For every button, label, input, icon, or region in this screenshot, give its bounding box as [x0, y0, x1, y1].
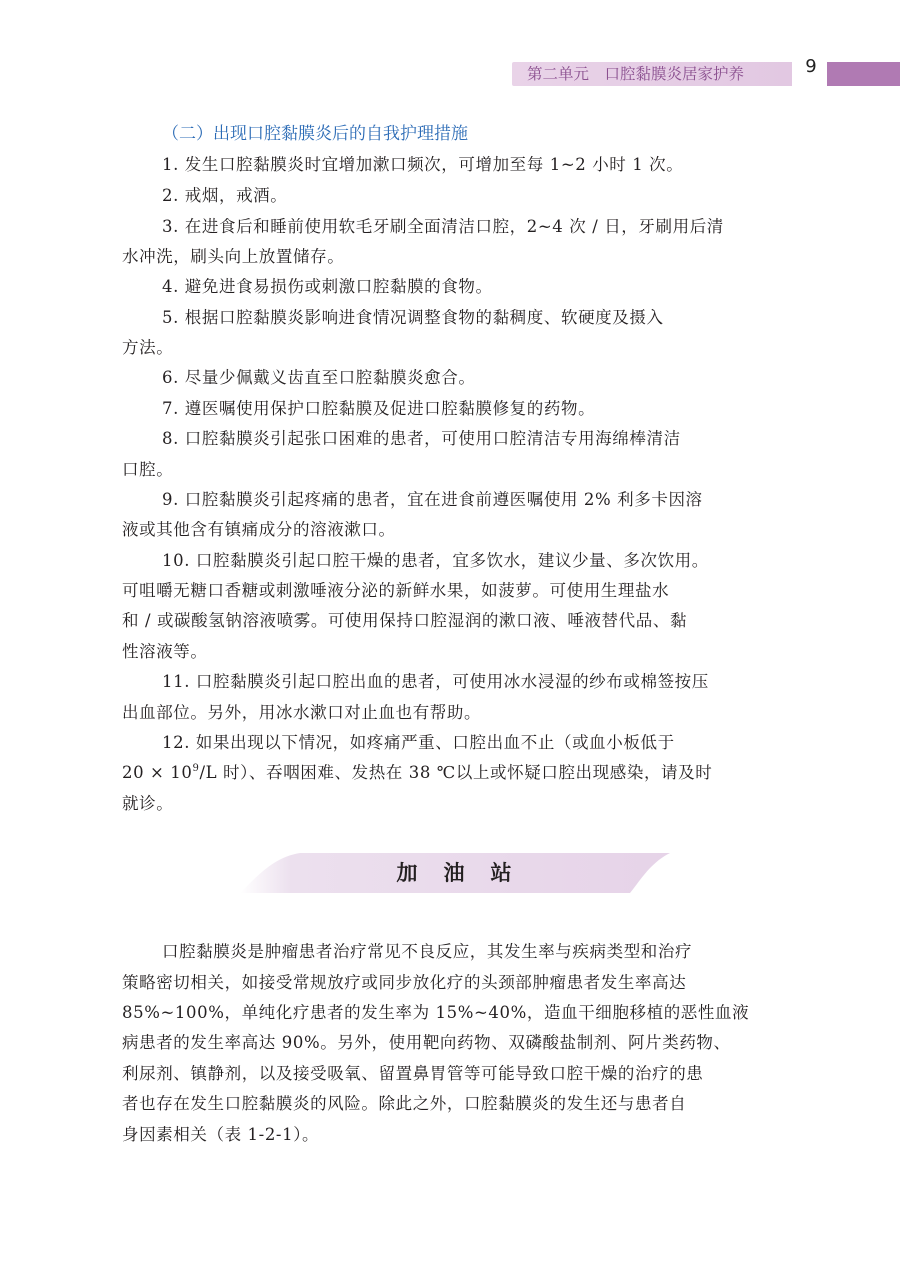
fuel-line: 策略密切相关，如接受常规放疗或同步放化疗的头颈部肿瘤患者发生率高达: [122, 973, 687, 992]
fuel-line: 85%~100%，单纯化疗患者的发生率为 15%~40%，造血干细胞移植的恶性血液: [122, 1003, 750, 1022]
fuel-line: 者也存在发生口腔黏膜炎的风险。除此之外，口腔黏膜炎的发生还与患者自: [122, 1094, 687, 1113]
body-line: 口腔。: [122, 460, 174, 479]
body-line: 可咀嚼无糖口香糖或刺激唾液分泌的新鲜水果，如菠萝。可使用生理盐水: [122, 581, 670, 600]
body-line: 就诊。: [122, 794, 174, 813]
body-line: 2. 戒烟，戒酒。: [162, 186, 288, 205]
header-tab: [827, 62, 900, 86]
body-line: 8. 口腔黏膜炎引起张口困难的患者，可使用口腔清洁专用海绵棒清洁: [162, 429, 681, 448]
fuel-line: 利尿剂、镇静剂，以及接受吸氧、留置鼻胃管等可能导致口腔干燥的治疗的患: [122, 1064, 704, 1083]
fuel-station-banner: [230, 853, 680, 893]
body-line: 6. 尽量少佩戴义齿直至口腔黏膜炎愈合。: [162, 368, 476, 387]
body-line: 11. 口腔黏膜炎引起口腔出血的患者，可使用冰水浸湿的纱布或棉签按压: [162, 672, 709, 691]
platelet-exponent: 9: [192, 762, 200, 774]
fuel-line: 病患者的发生率高达 90%。另外，使用靶向药物、双磷酸盐制剂、阿片类药物、: [122, 1033, 731, 1052]
section-heading: （二）出现口腔黏膜炎后的自我护理措施: [162, 124, 468, 144]
page-number: 9: [805, 56, 817, 77]
platelet-base: 20 × 10: [122, 763, 193, 782]
fuel-line: 口腔黏膜炎是肿瘤患者治疗常见不良反应，其发生率与疾病类型和治疗: [162, 942, 693, 961]
body-line: 7. 遵医嘱使用保护口腔黏膜及促进口腔黏膜修复的药物。: [162, 399, 596, 418]
body-line-platelet: [122, 759, 712, 783]
fuel-line: 身因素相关（表 1-2-1）。: [122, 1125, 320, 1144]
body-line: 液或其他含有镇痛成分的溶液漱口。: [122, 520, 396, 539]
body-line: 和 / 或碳酸氢钠溶液喷雾。可使用保持口腔湿润的漱口液、唾液替代品、黏: [122, 611, 688, 630]
body-line: 1. 发生口腔黏膜炎时宜增加漱口频次，可增加至每 1~2 小时 1 次。: [162, 155, 684, 174]
body-line: 10. 口腔黏膜炎引起口腔干燥的患者，宜多饮水，建议少量、多次饮用。: [162, 551, 709, 570]
banner-title: 加油站: [396, 860, 538, 885]
body-line: 性溶液等。: [122, 642, 208, 661]
body-line: 3. 在进食后和睡前使用软毛牙刷全面清洁口腔，2~4 次 / 日，牙刷用后清: [162, 217, 724, 236]
running-header: 第二单元 口腔黏膜炎居家护养: [527, 65, 745, 83]
body-line: 方法。: [122, 338, 174, 357]
body-line: 12. 如果出现以下情况，如疼痛严重、口腔出血不止（或血小板低于: [162, 733, 675, 752]
body-line: 4. 避免进食易损伤或刺激口腔黏膜的食物。: [162, 277, 493, 296]
body-line: 出血部位。另外，用冰水漱口对止血也有帮助。: [122, 703, 482, 722]
body-line: 5. 根据口腔黏膜炎影响进食情况调整食物的黏稠度、软硬度及摄入: [162, 308, 664, 327]
body-line: 水冲洗，刷头向上放置储存。: [122, 247, 345, 266]
platelet-rest: /L 时）、吞咽困难、发热在 38 ℃以上或怀疑口腔出现感染，请及时: [199, 763, 713, 782]
body-line: 9. 口腔黏膜炎引起疼痛的患者，宜在进食前遵医嘱使用 2% 利多卡因溶: [162, 490, 703, 509]
